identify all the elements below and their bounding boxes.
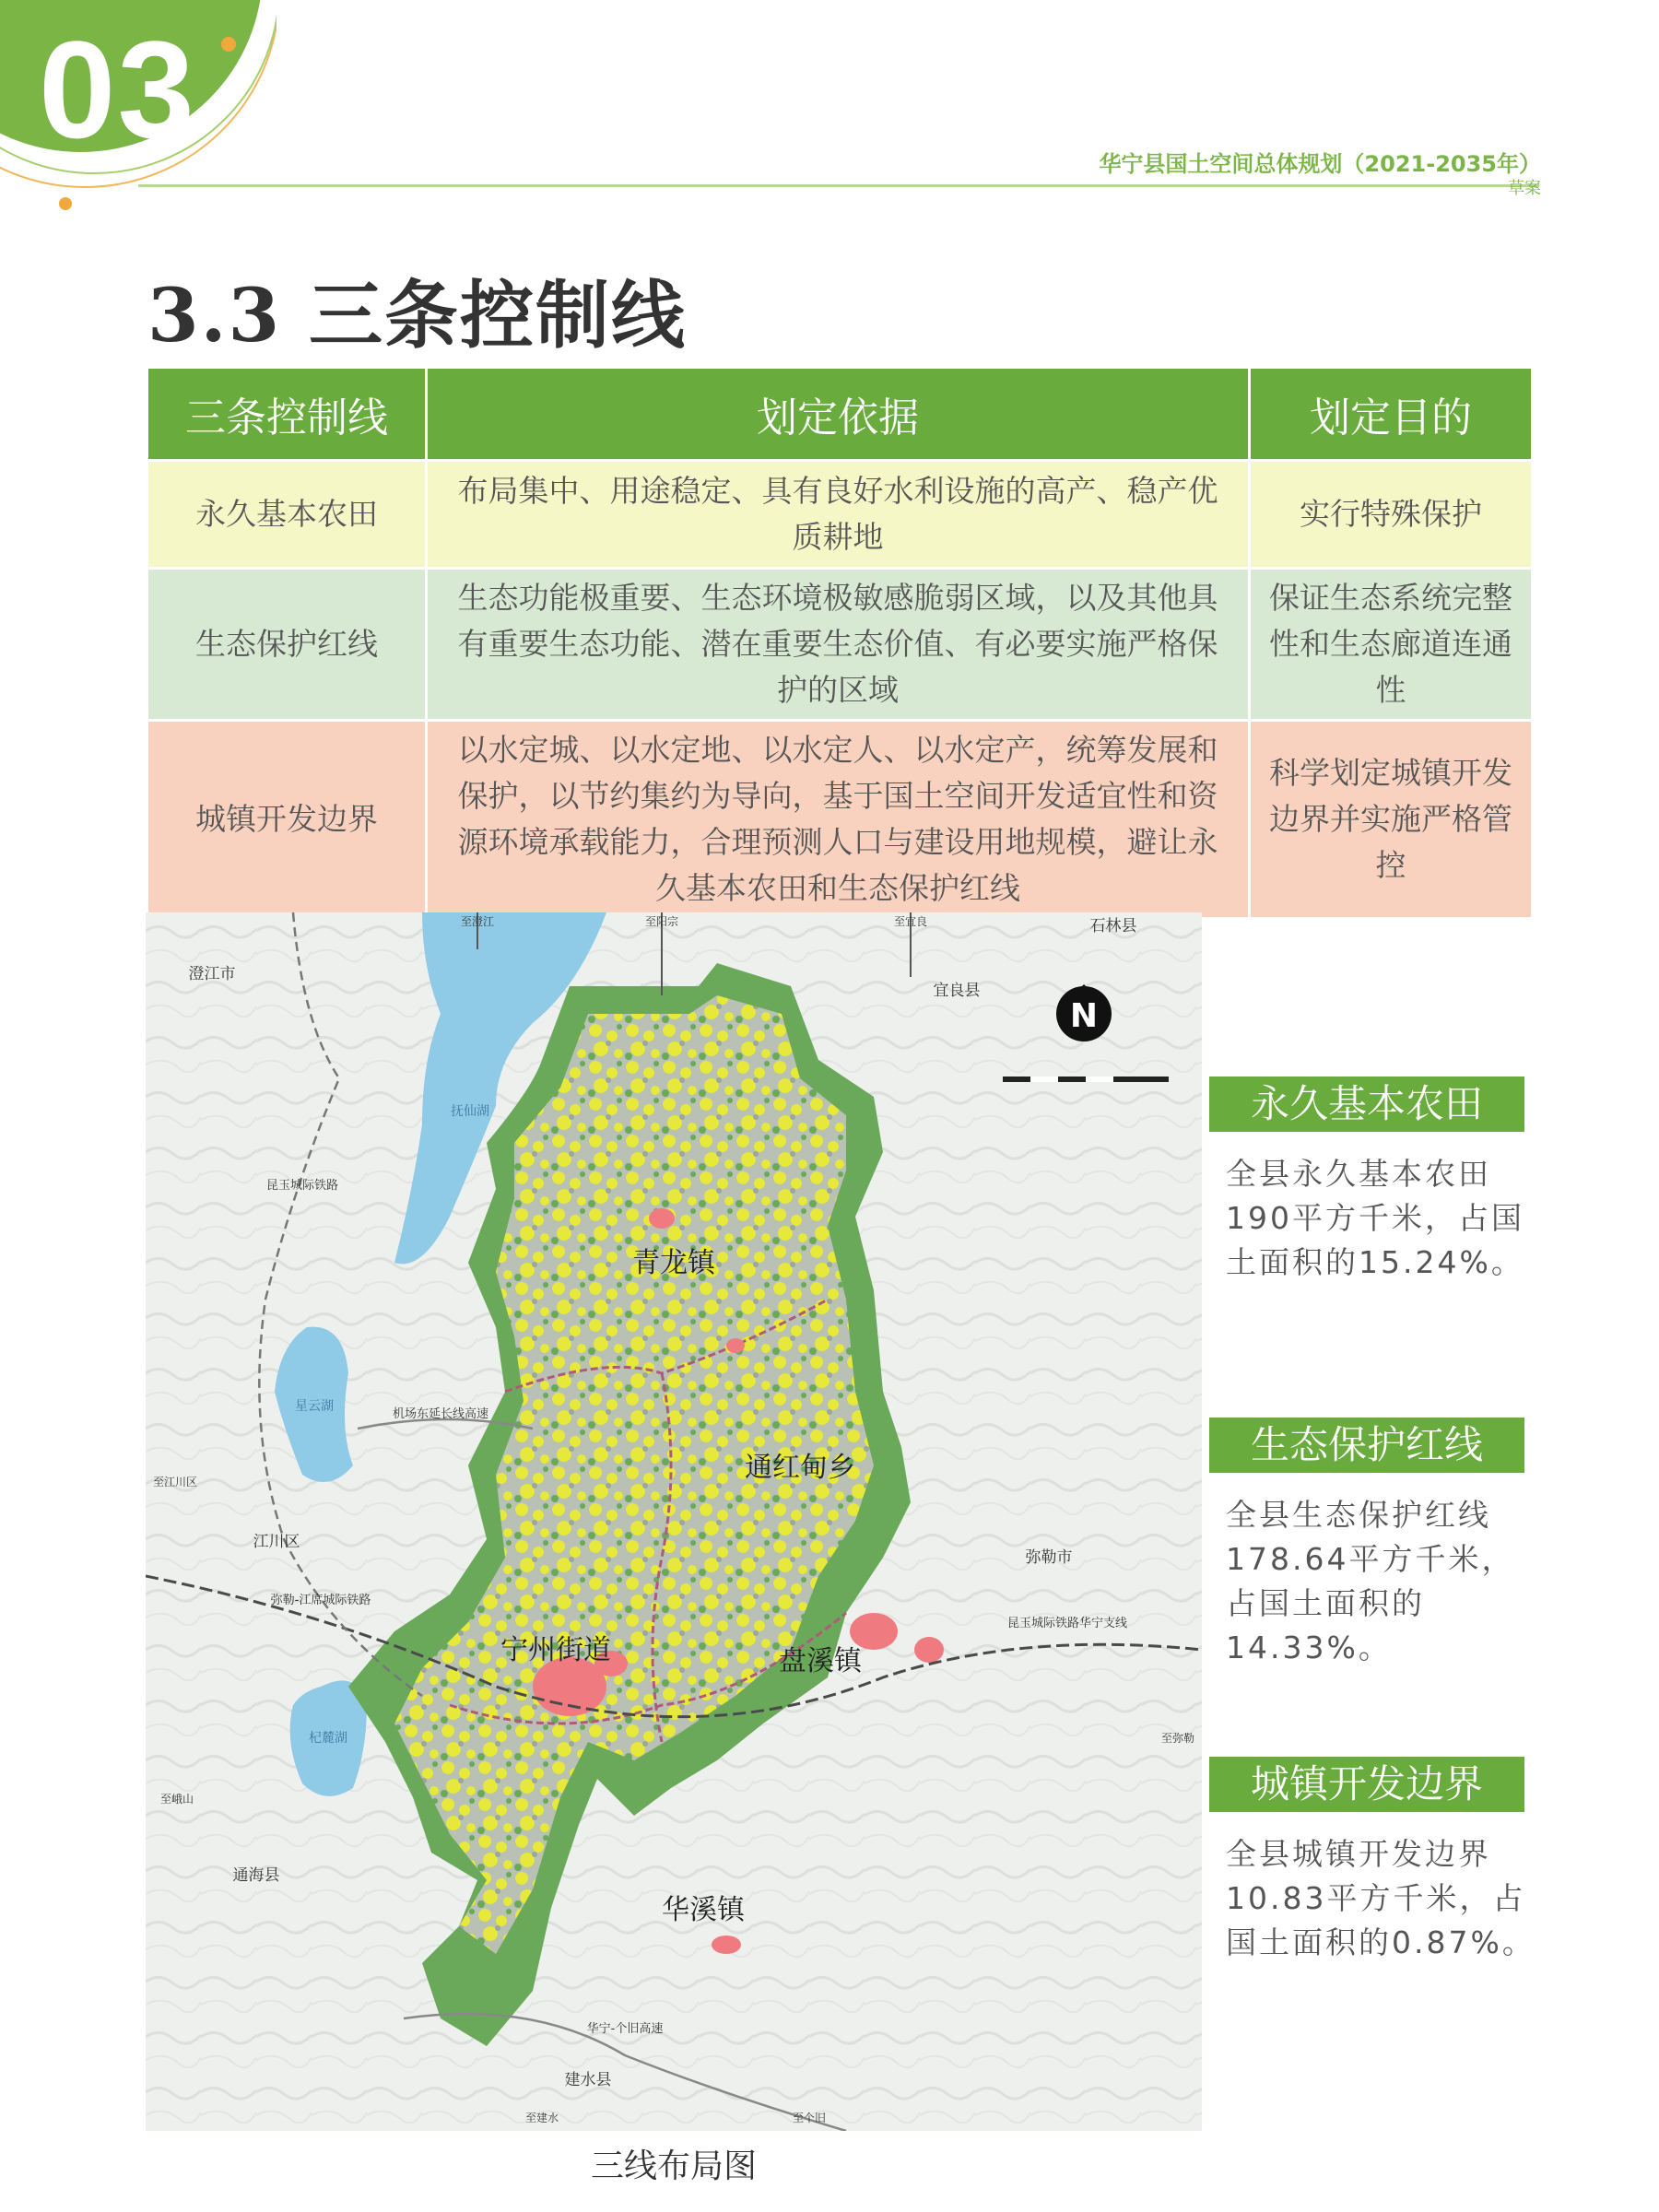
side-text-farmland: 全县永久基本农田190平方千米，占国土面积的15.24%。 xyxy=(1226,1156,1524,1280)
urban-area-qinglong xyxy=(649,1208,675,1229)
neighbor-label: 通海县 xyxy=(232,1866,280,1885)
chapter-badge xyxy=(0,0,276,212)
edge-label: 至澄江 xyxy=(460,915,495,928)
side-label-farmland: 永久基本农田 xyxy=(1209,1077,1524,1132)
scale-bar-segment xyxy=(1086,1077,1113,1082)
cell-line-name: 生态保护红线 xyxy=(148,567,425,719)
document-title: 华宁县国土空间总体规划（2021-2035年） xyxy=(1099,151,1541,177)
side-text-eco-redline: 全县生态保护红线178.64平方千米，占国土面积的14.33%。 xyxy=(1226,1497,1515,1665)
urban-area-huaxi xyxy=(712,1936,741,1954)
neighbor-label: 澄江市 xyxy=(188,965,236,983)
road-label: 昆玉城际铁路华宁支线 xyxy=(1006,1617,1128,1630)
road-label: 华宁-个旧高速 xyxy=(586,2022,664,2036)
table-row xyxy=(148,719,1531,917)
edge-label: 至建水 xyxy=(524,2112,559,2124)
north-label: N xyxy=(1069,997,1099,1035)
cell-purpose: 实行特殊保护 xyxy=(1251,459,1531,567)
side-label-eco-redline: 生态保护红线 xyxy=(1209,1418,1524,1473)
road-label: 机场东延长线高速 xyxy=(392,1407,489,1421)
column-header: 划定目的 xyxy=(1251,369,1531,459)
section-title: 3.3 三条控制线 xyxy=(147,272,688,359)
lake-label: 杞麓湖 xyxy=(309,1731,347,1746)
decor-dot xyxy=(59,197,72,210)
header-rule xyxy=(138,184,1539,187)
table-row xyxy=(148,459,1531,567)
cell-line-name: 永久基本农田 xyxy=(148,459,425,567)
neighbor-label: 宜良县 xyxy=(933,982,981,1000)
column-header: 三条控制线 xyxy=(148,369,425,459)
town-label: 盘溪镇 xyxy=(779,1645,862,1677)
cell-basis: 布局集中、用途稳定、具有良好水利设施的高产、稳产优质耕地 xyxy=(428,459,1248,567)
side-text-urban-boundary: 全县城镇开发边界10.83平方千米，占国土面积的0.87%。 xyxy=(1226,1836,1535,1960)
cell-purpose: 保证生态系统完整性和生态廊道连通性 xyxy=(1251,567,1531,719)
map-caption: 三线布局图 xyxy=(590,2147,757,2185)
side-label-urban-boundary: 城镇开发边界 xyxy=(1209,1757,1524,1812)
document-subtitle: 草案 xyxy=(1508,179,1541,198)
edge-label: 至个旧 xyxy=(792,2112,827,2124)
scale-bar-segment xyxy=(1030,1077,1058,1082)
urban-area xyxy=(726,1338,745,1353)
cell-basis: 生态功能极重要、生态环境极敏感脆弱区域，以及其他具有重要生态功能、潜在重要生态价值、有必要实施严格保护的区域 xyxy=(428,567,1248,719)
urban-area xyxy=(914,1637,944,1663)
town-label: 华溪镇 xyxy=(662,1894,745,1926)
cell-purpose: 科学划定城镇开发边界并实施严格管控 xyxy=(1251,719,1531,917)
chapter-number: 03 xyxy=(39,12,196,167)
cell-line-name: 城镇开发边界 xyxy=(148,719,425,917)
edge-label: 至江川区 xyxy=(152,1476,198,1488)
three-lines-map xyxy=(146,912,1202,2131)
table-header-row xyxy=(148,369,1531,459)
lake-label: 抚仙湖 xyxy=(451,1104,489,1119)
lake-label: 星云湖 xyxy=(295,1399,334,1414)
urban-area-panxi xyxy=(850,1613,898,1650)
edge-label: 至弥勒 xyxy=(1160,1732,1195,1745)
control-lines-table xyxy=(146,369,1534,917)
town-label: 通红甸乡 xyxy=(745,1452,855,1484)
decor-dot xyxy=(221,37,236,52)
edge-label: 至峨山 xyxy=(159,1793,194,1806)
neighbor-label: 弥勒市 xyxy=(1025,1548,1073,1567)
road-label: 昆玉城际铁路 xyxy=(265,1179,339,1193)
town-label: 宁州街道 xyxy=(500,1634,611,1666)
edge-label: 至阳宗 xyxy=(644,915,679,928)
cell-basis: 以水定城、以水定地、以水定人、以水定产，统筹发展和保护，以节约集约为导向，基于国土空间开发适宜性和资源环境承载能力，合理预测人口与建设用地规模，避让永久基本农田和生态保护红线 xyxy=(428,719,1248,917)
neighbor-label: 建水县 xyxy=(564,2071,612,2089)
column-header: 划定依据 xyxy=(428,369,1248,459)
town-label: 青龙镇 xyxy=(632,1247,715,1279)
neighbor-label: 石林县 xyxy=(1089,917,1137,935)
neighbor-label: 江川区 xyxy=(253,1533,300,1551)
road-label: 弥勒-江席城际铁路 xyxy=(270,1594,371,1607)
edge-label: 至宜良 xyxy=(893,915,928,928)
table-row xyxy=(148,567,1531,719)
